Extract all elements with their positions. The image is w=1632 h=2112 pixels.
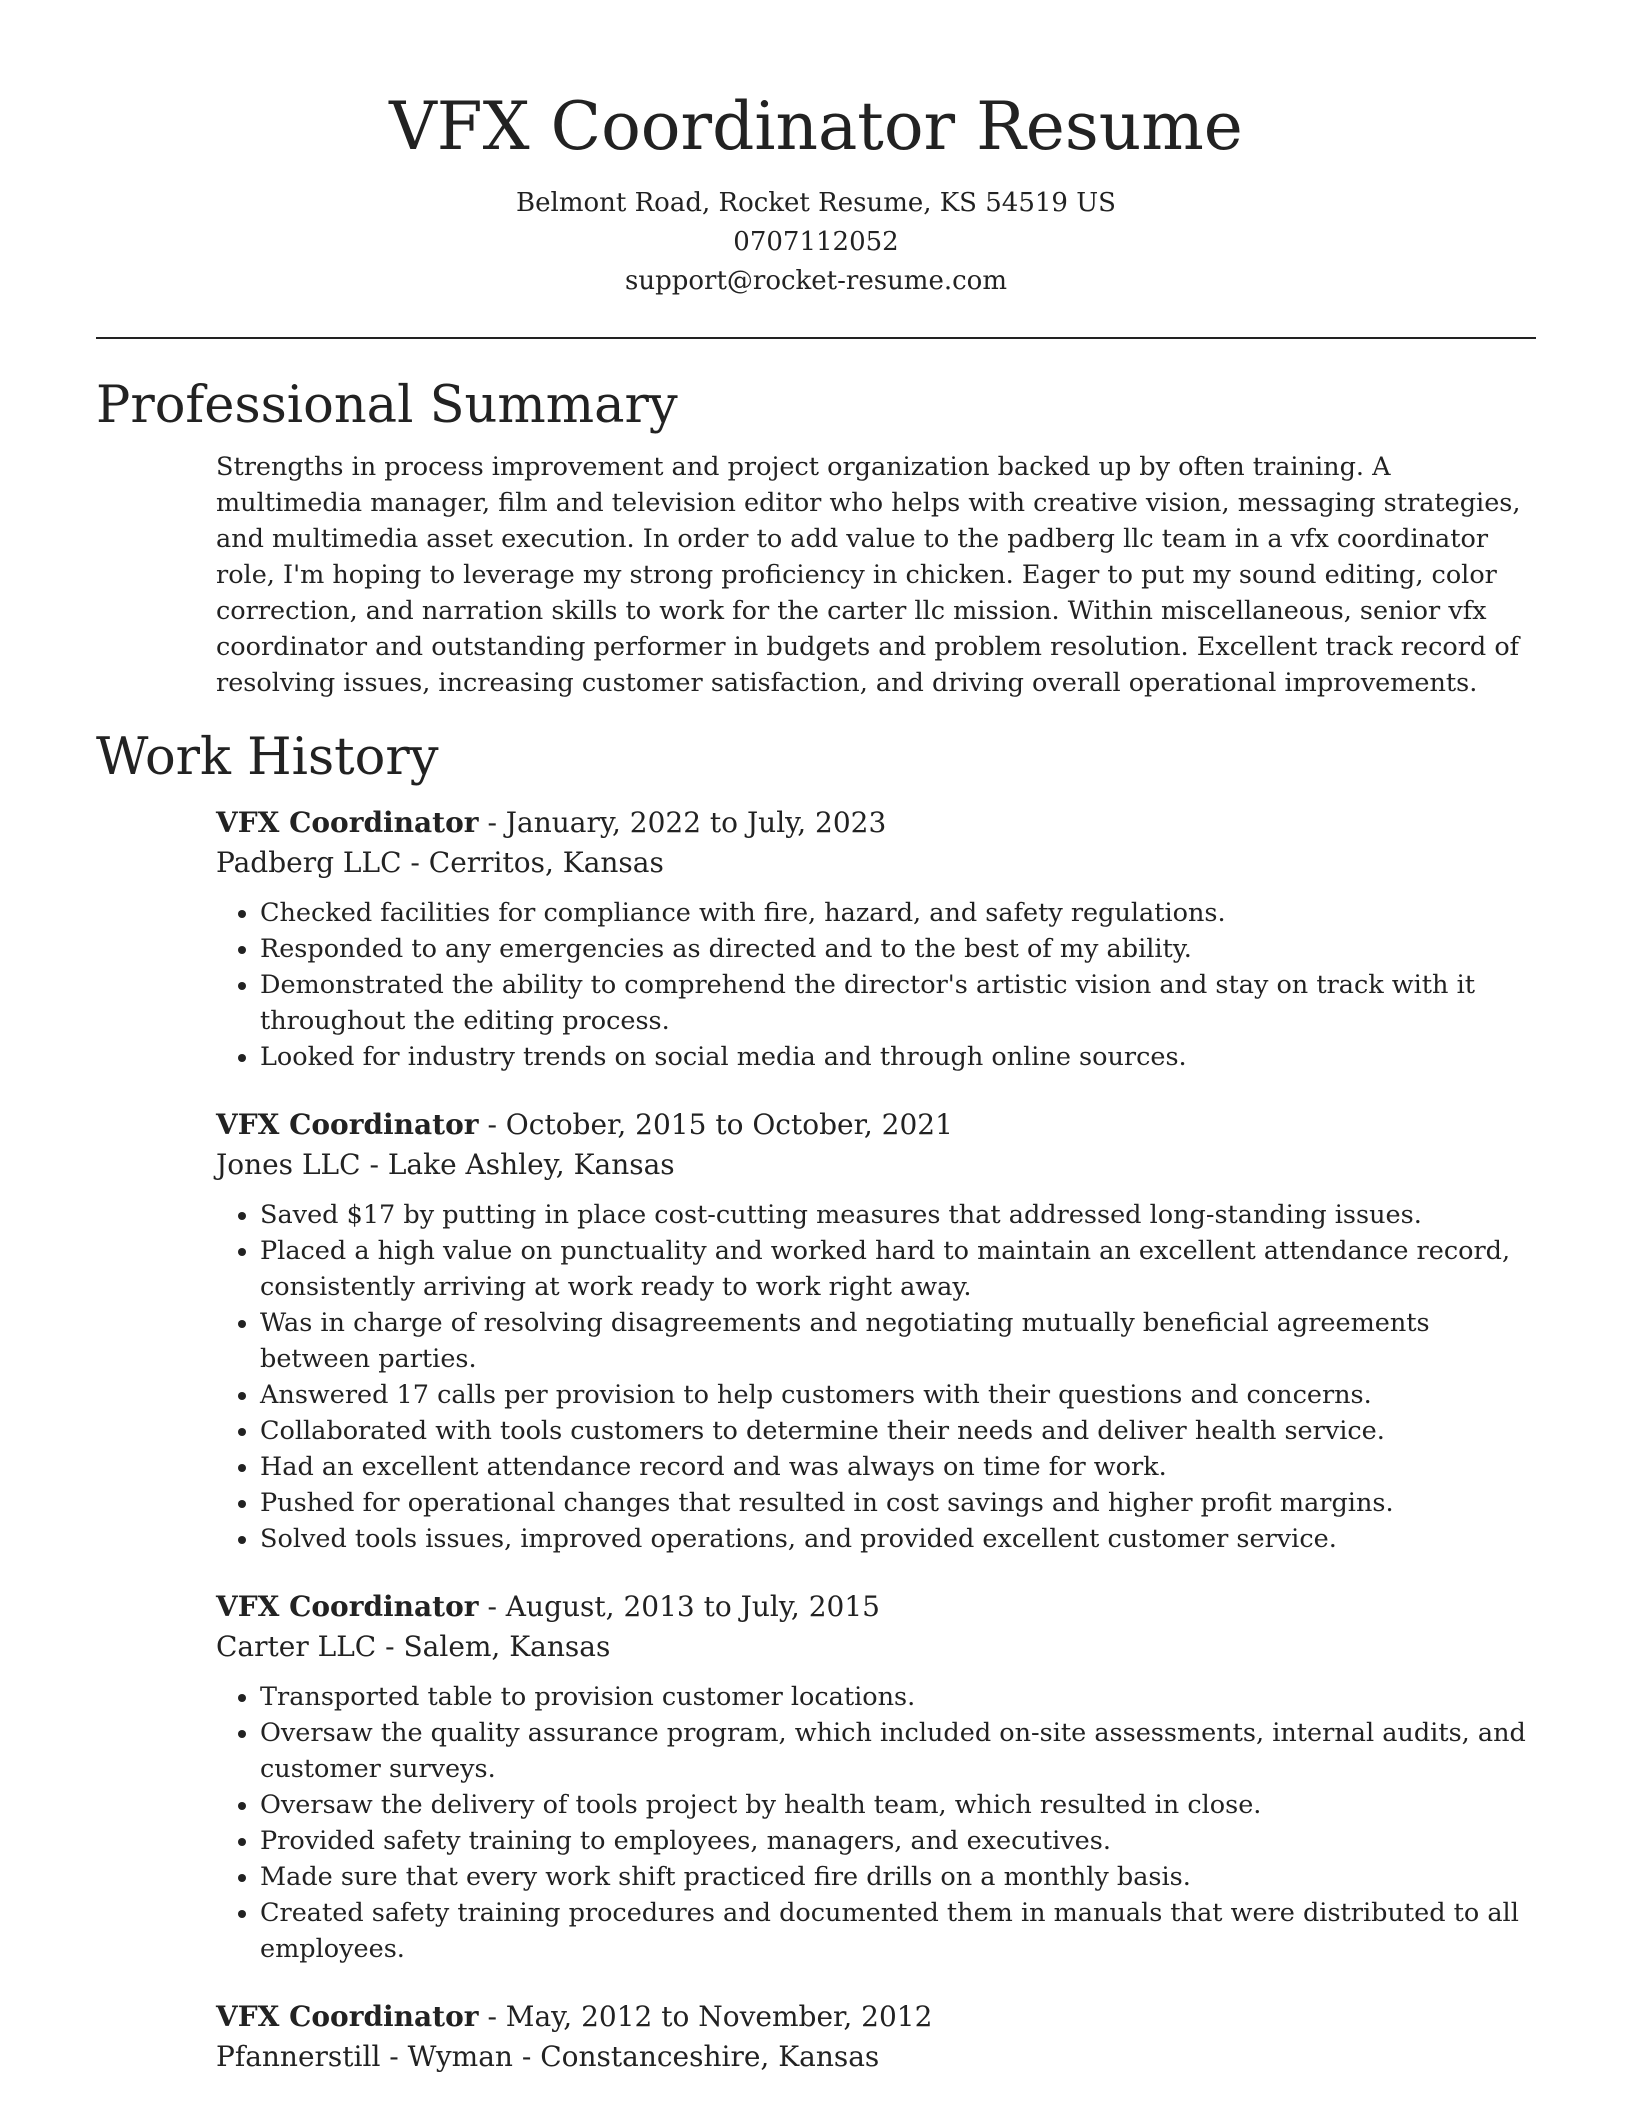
job-bullet: • Created safety training procedures and documented them in manuals that were distributed to all employees. [260,1895,1536,1967]
job-dates: - October, 2015 to October, 2021 [478,1108,953,1141]
contact-phone: 0707112052 [733,227,899,257]
job-bullet: • Responded to any emergencies as directed and to the best of my ability. [260,931,1536,967]
job-entry [216,803,1536,1075]
resume-title: VFX Coordinator Resume [389,88,1243,165]
job-bullet: • Oversaw the delivery of tools project by health team, which resulted in close. [260,1787,1536,1823]
job-role: VFX Coordinator [216,806,479,839]
job-bullet: • Solved tools issues, improved operations, and provided excellent customer service. [260,1521,1536,1557]
job-bullets [216,1679,1536,1967]
job-bullet: • Pushed for operational changes that resulted in cost savings and higher profit margins. [260,1485,1536,1521]
job-bullet: • Placed a high value on punctuality and worked hard to maintain an excellent attendance record, consistently arriving at work ready to work right away. [260,1233,1536,1305]
job-role: VFX Coordinator [216,1108,479,1141]
job-dates: - January, 2022 to July, 2023 [478,806,887,839]
work-history-list [216,803,1536,2077]
job-entry [216,1587,1536,1967]
job-bullet: • Was in charge of resolving disagreements and negotiating mutually beneficial agreements between parties. [260,1305,1536,1377]
header-divider [96,337,1536,339]
job-bullet: • Had an excellent attendance record and was always on time for work. [260,1449,1536,1485]
job-company: Padberg LLC - Cerritos, Kansas [216,846,664,879]
job-company: Jones LLC - Lake Ashley, Kansas [216,1148,675,1181]
job-bullet: • Checked facilities for compliance with fire, hazard, and safety regulations. [260,895,1536,931]
job-title-line [216,1997,1536,2037]
job-role: VFX Coordinator [216,2000,479,2033]
job-bullet: • Transported table to provision customer locations. [260,1679,1536,1715]
summary-text: Strengths in process improvement and project organization backed up by often training. A multimedia manager, film and television editor who helps with creative vision, messaging strategies, and multimedia asset execution. In order to add value to the padberg llc team in a vfx coordinator role, I'm hoping to leverage my strong proficiency in chicken. Eager to put my sound editing, color correction, and narration skills to work for the carter llc mission. Within miscellaneous, senior vfx coordinator and outstanding performer in budgets and problem resolution. Excellent track record of resolving issues, increasing customer satisfaction, and driving overall operational improvements. [216,452,1521,698]
job-bullet: • Demonstrated the ability to comprehend the director's artistic vision and stay on track with it throughout the editing process. [260,967,1536,1039]
contact-block [96,184,1536,301]
job-bullet: • Made sure that every work shift practiced fire drills on a monthly basis. [260,1859,1536,1895]
resume-page [96,0,1536,2077]
job-bullets [216,1197,1536,1557]
summary-heading: Professional Summary [96,376,678,435]
job-role: VFX Coordinator [216,1590,479,1623]
job-bullets [216,895,1536,1075]
job-bullet: • Collaborated with tools customers to determine their needs and deliver health service. [260,1413,1536,1449]
job-entry [216,1997,1536,2077]
job-entry [216,1105,1536,1557]
job-title-line [216,1587,1536,1627]
job-bullet: • Looked for industry trends on social media and through online sources. [260,1039,1536,1075]
job-title-line [216,1105,1536,1145]
job-dates: - August, 2013 to July, 2015 [478,1590,880,1623]
job-bullet: • Saved $17 by putting in place cost-cutting measures that addressed long-standing issues. [260,1197,1536,1233]
contact-email: support@rocket-resume.com [624,266,1007,296]
work-history-heading: Work History [96,728,439,787]
job-title-line [216,803,1536,843]
contact-address: Belmont Road, Rocket Resume, KS 54519 US [516,188,1116,218]
job-bullet: • Oversaw the quality assurance program, which included on-site assessments, internal audits, and customer surveys. [260,1715,1536,1787]
job-company: Pfannerstill - Wyman - Constanceshire, Kansas [216,2040,880,2073]
job-dates: - May, 2012 to November, 2012 [478,2000,933,2033]
job-bullet: • Provided safety training to employees, managers, and executives. [260,1823,1536,1859]
job-company: Carter LLC - Salem, Kansas [216,1630,611,1663]
job-bullet: • Answered 17 calls per provision to help customers with their questions and concerns. [260,1377,1536,1413]
